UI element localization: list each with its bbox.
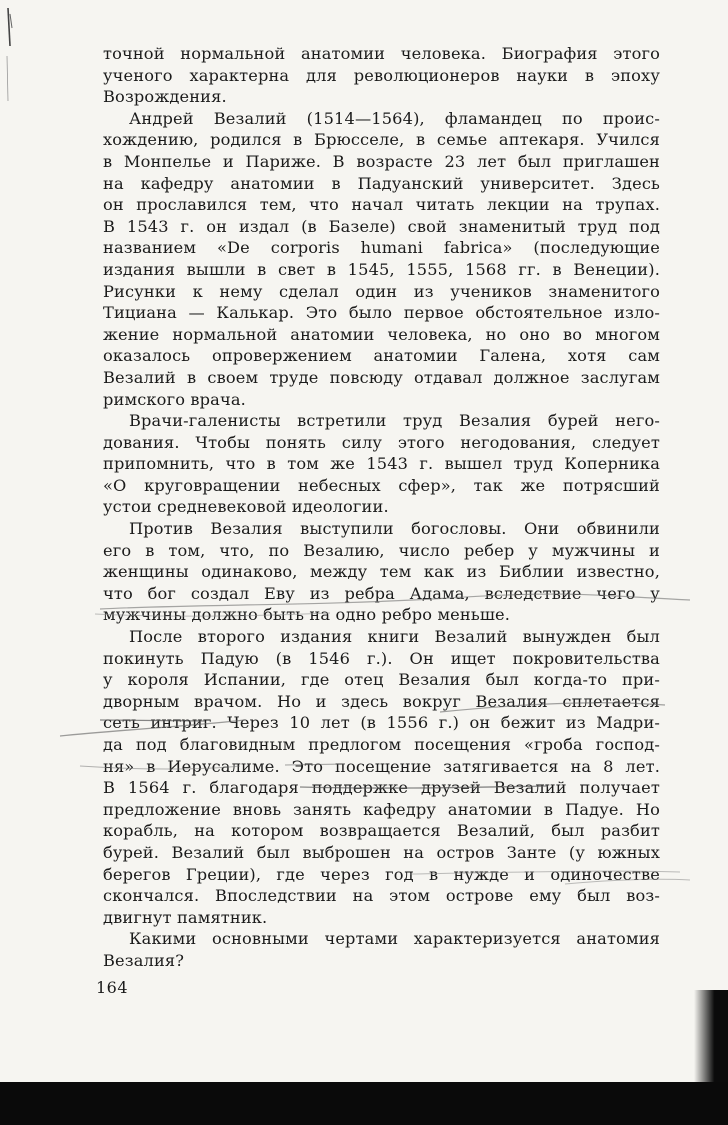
scan-shadow-bottom (0, 1082, 728, 1125)
text-line: скончался. Впоследствии на этом острове ему был воз- (103, 886, 660, 906)
text-line: Против Везалия выступили богословы. Они обвинили (129, 519, 660, 539)
text-line: устои средневековой идеологии. (103, 497, 389, 517)
page-number: 164 (96, 978, 129, 997)
text-line: его в том, что, по Везалию, число ребер у мужчины и (103, 540, 660, 560)
text-line: бурей. Везалий был выброшен на остров Занте (у южных (103, 842, 660, 862)
text-line: ня» в Иерусалиме. Это посещение затягивается на 8 лет. (103, 756, 660, 776)
text-line: женщины одинаково, между тем как из Библии известно, (103, 562, 660, 582)
text-line: Тициана — Калькар. Это было первое обстоятельное изло- (103, 303, 660, 323)
text-line: В 1543 г. он издал (в Базеле) свой знаменитый труд под (103, 216, 660, 236)
text-line: Врачи-галенисты встретили труд Везалия бурей него- (129, 411, 660, 431)
text-line: Возрождения. (103, 87, 227, 107)
text-line: дования. Чтобы понять силу этого негодования, следует (103, 432, 660, 452)
text-line: точной нормальной анатомии человека. Биография этого (103, 44, 660, 63)
text-line: припомнить, что в том же 1543 г. вышел труд Коперника (103, 454, 660, 474)
text-line: предложение вновь занять кафедру анатомии в Падуе. Но (103, 799, 660, 819)
text-line: дворным врачом. Но и здесь вокруг Везалия сплетается (103, 691, 660, 711)
text-line: что бог создал Еву из ребра Адама, вследствие чего у (103, 583, 660, 603)
text-line: издания вышли в свет в 1545, 1555, 1568 гг. в Венеции). (103, 259, 660, 279)
text-line: сеть интриг. Через 10 лет (в 1556 г.) он бежит из Мадри- (103, 713, 660, 733)
text-line: Рисунки к нему сделал один из учеников знаменитого (103, 281, 660, 301)
body-text (103, 43, 660, 972)
text-line: хождению, родился в Брюсселе, в семье аптекаря. Учился (103, 130, 660, 150)
text-line: корабль, на котором возвращается Везалий, был разбит (103, 821, 660, 841)
text-line: оказалось опровержением анатомии Галена, хотя сам (103, 346, 660, 366)
text-line: он прославился тем, что начал читать лекции на трупах. (103, 195, 660, 215)
text-line: двигнут памятник. (103, 907, 268, 927)
text-line: мужчины должно быть на одно ребро меньше. (103, 605, 511, 625)
text-line: на кафедру анатомии в Падуанский университет. Здесь (103, 173, 660, 193)
text-line: покинуть Падую (в 1546 г.). Он ищет покровительства (103, 648, 660, 668)
text-line: ученого характерна для революционеров науки в эпоху (103, 65, 660, 85)
text-line: Везалий в своем труде повсюду отдавал должное заслугам (103, 367, 660, 387)
text-line: в Монпелье и Париже. В возрасте 23 лет был приглашен (103, 151, 660, 171)
text-line: у короля Испании, где отец Везалия был когда-то при- (103, 670, 660, 690)
text-line: да под благовидным предлогом посещения «гроба господ- (103, 735, 660, 754)
text-line: названием «De corporis humani fabrica» (последующие (103, 238, 660, 258)
scan-shadow-right (694, 990, 728, 1090)
text-line: Везалия? (103, 950, 185, 970)
text-line: В 1564 г. благодаря поддержке друзей Везалий получает (103, 778, 660, 798)
text-line: После второго издания книги Везалий вынужден был (129, 627, 660, 647)
text-line: римского врача. (103, 389, 246, 409)
text-line: Андрей Везалий (1514—1564), фламандец по проис- (129, 108, 660, 128)
text-line: жение нормальной анатомии человека, но оно во многом (103, 324, 660, 344)
text-line: берегов Греции), где через год в нужде и одиночестве (103, 864, 660, 884)
text-line: «О круговращении небесных сфер», так же потрясший (103, 475, 660, 495)
text-line: Какими основными чертами характеризуется анатомия (129, 929, 660, 949)
scan-margin-marks (4, 6, 18, 106)
